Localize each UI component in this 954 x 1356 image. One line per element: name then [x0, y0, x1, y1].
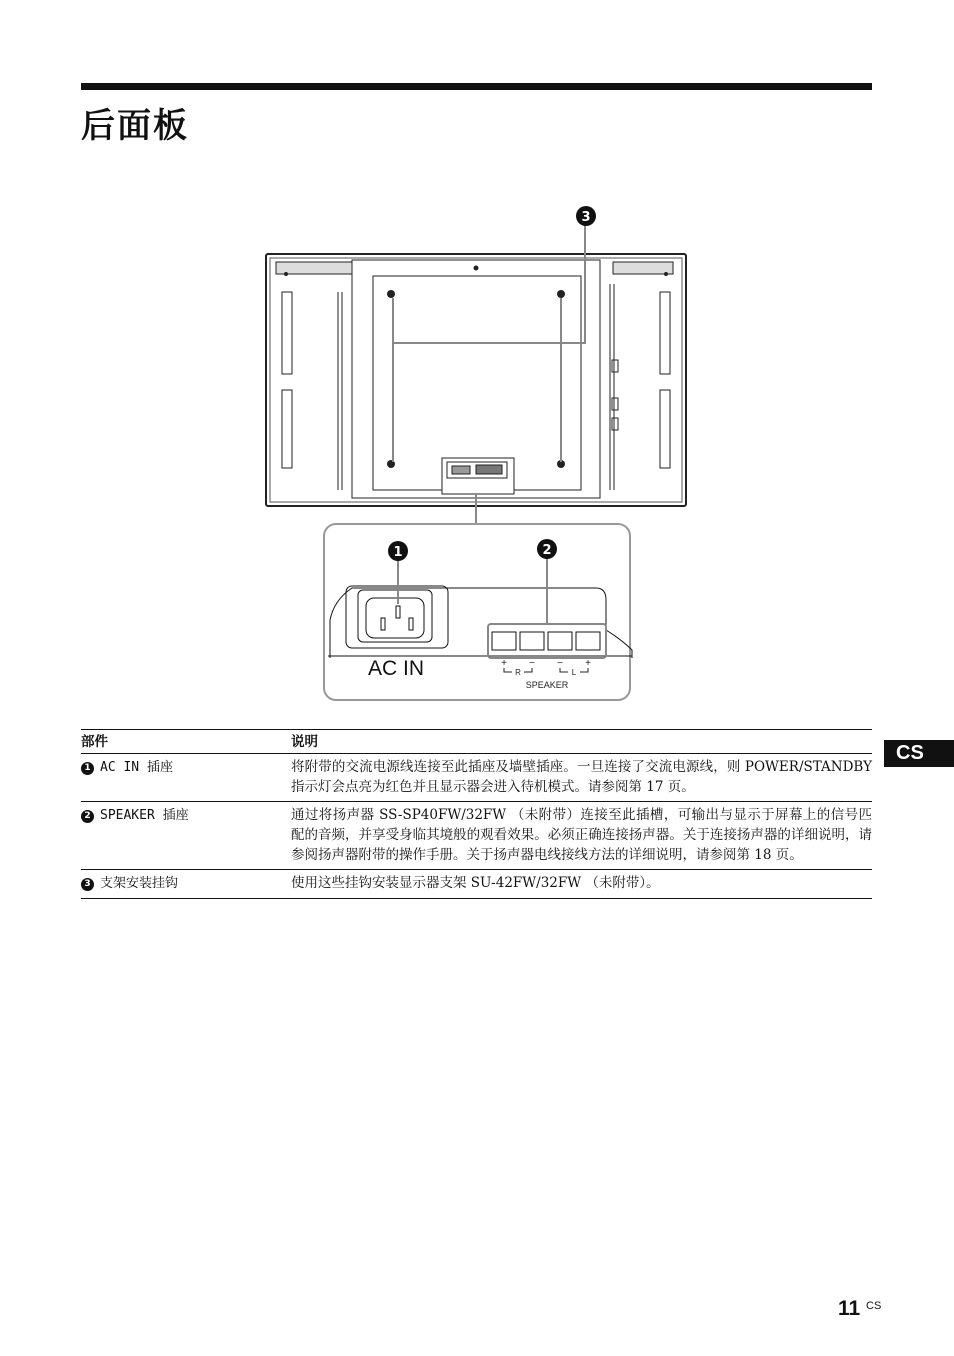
svg-text:1: 1	[393, 545, 403, 560]
svg-text:−: −	[557, 658, 563, 669]
number-badge: 3	[81, 878, 94, 891]
page-number-suffix: CS	[866, 1300, 882, 1312]
svg-text:3: 3	[581, 210, 591, 225]
table-row	[81, 802, 872, 870]
page-title: 后面板	[81, 106, 189, 146]
table-row	[81, 870, 872, 899]
number-badge: 2	[81, 810, 94, 823]
header-part: 部件	[81, 730, 291, 754]
rear-panel-figure	[262, 200, 694, 706]
callout-1-marker	[388, 541, 408, 561]
part-name: AC IN 插座	[100, 760, 173, 775]
rear-panel-diagram	[262, 200, 694, 706]
part-cell	[81, 802, 291, 870]
part-cell	[81, 754, 291, 802]
monitor-rear-view	[266, 254, 686, 506]
description-cell: 通过将扬声器 SS-SP40FW/32FW （未附带）连接至此插槽，可输出与显示于屏幕上的信号匹配的音频，并享受身临其境般的观看效果。必须正确连接扬声器。关于连接扬声器的详细说明，请参阅扬声器附带的操作手册。关于扬声器电线接线方法的详细说明，请参阅第 18 页。	[291, 802, 872, 870]
language-tab: CS	[884, 740, 954, 767]
table-header-row	[81, 730, 872, 754]
speaker-label: SPEAKER	[525, 680, 569, 690]
number-badge: 1	[81, 762, 94, 775]
header-description: 说明	[291, 730, 872, 754]
ac-in-label: AC IN	[368, 657, 425, 680]
part-cell	[81, 870, 291, 899]
page-number: 11	[838, 1297, 861, 1320]
description-cell: 将附带的交流电源线连接至此插座及墙壁插座。一旦连接了交流电源线，则 POWER/STANDBY 指示灯会点亮为红色并且显示器会进入待机模式。请参阅第 17 页。	[291, 754, 872, 802]
description-cell: 使用这些挂钩安装显示器支架 SU-42FW/32FW （未附带）。	[291, 870, 872, 899]
svg-text:+: +	[585, 658, 591, 669]
callout-2-marker	[537, 539, 557, 559]
svg-text:2: 2	[542, 543, 552, 558]
svg-text:−: −	[529, 658, 535, 669]
table-row	[81, 754, 872, 802]
callout-3-marker	[576, 206, 596, 226]
parts-table	[81, 729, 872, 899]
svg-text:L: L	[571, 668, 577, 677]
svg-text:+: +	[501, 658, 507, 669]
svg-text:R: R	[515, 668, 521, 677]
part-name: SPEAKER 插座	[100, 808, 189, 823]
top-rule	[81, 83, 872, 90]
part-name: 支架安装挂钩	[100, 876, 179, 891]
